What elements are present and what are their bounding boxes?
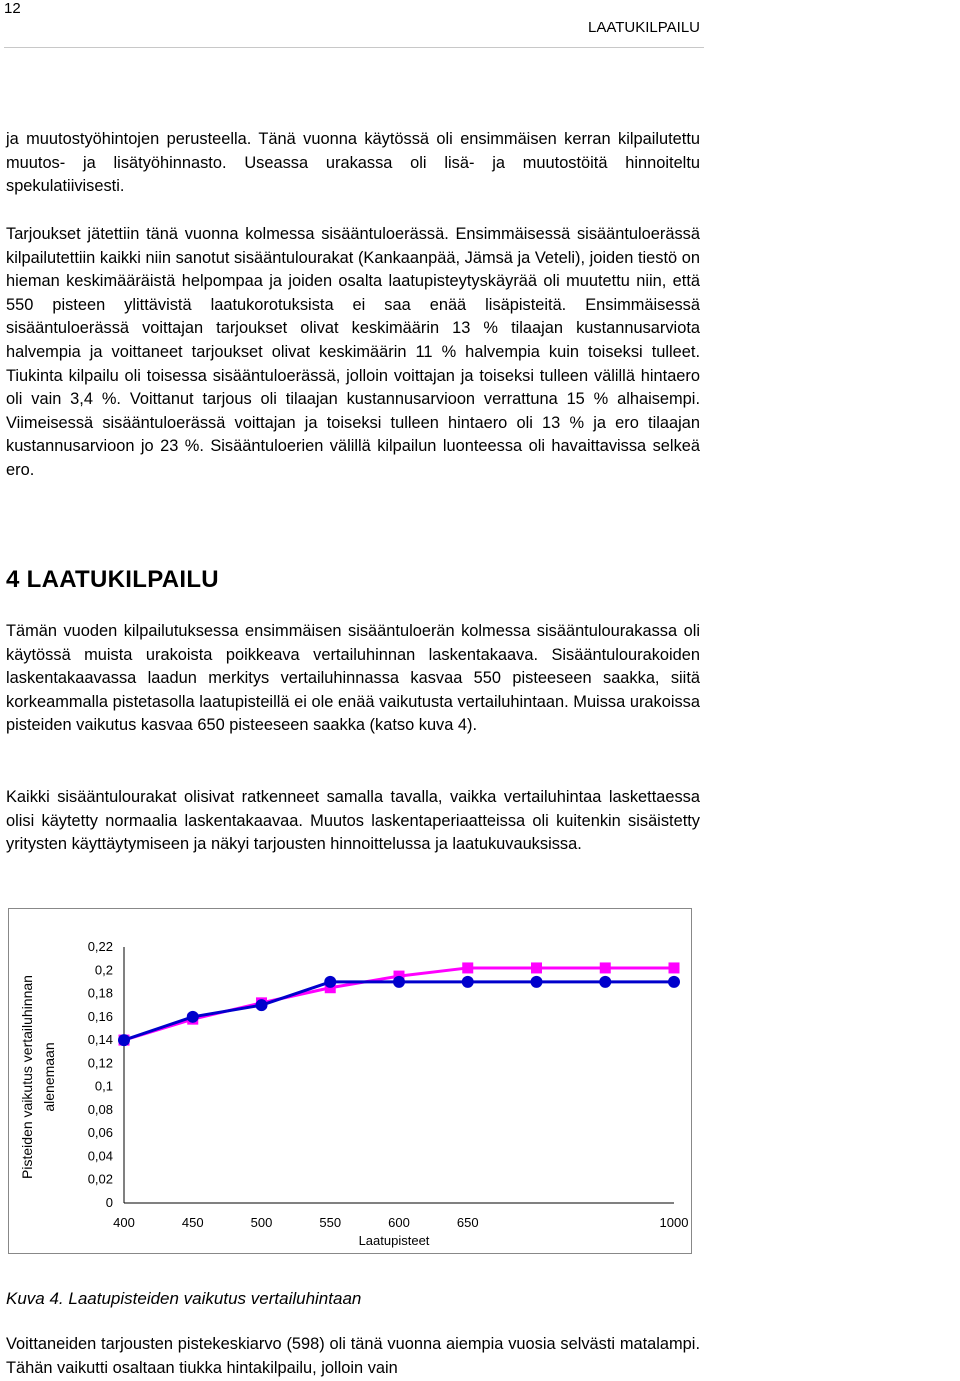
figure-frame: [8, 908, 692, 1254]
series-2-point: [256, 999, 268, 1011]
paragraph-2: Tarjoukset jätettiin tänä vuonna kolmessa sisääntuloerässä. Ensimmäisessä sisääntuloerässä kilpailutettiin kaikki niin sanotut sisääntulourakat (Kankaanpää, Jämsä ja Veteli), joiden tiestö on hieman keskimääräistä helpompaa ja joiden osalta laatupisteytyskäyrää oli muutettu niin, että 550 pisteen ylittävistä laatukorotuksista ei saa enää lisäpisteitä. Ensimmäisessä sisääntuloerässä voittajan tarjoukset olivat keskimäärin 13 % tilaajan kustannusarviota halvempia ja voittaneet tarjoukset olivat keskimäärin 11 % halvempia kuin toiseksi tulleet. Tiukinta kilpailu oli toisessa sisääntuloerässä, jolloin voittajan ja toiseksi tulleen välillä hintaero oli vain 3,4 %. Voittanut tarjous oli tilaajan kustannusarvioon verrattuna 15 % alhaisempi. Viimeisessä sisääntuloerässä voittajan ja toiseksi tulleen hintaero oli 13 % ja ero tilaajan kustannusarvioon jo 23 %. Sisääntuloerien välillä kilpailun luonteessa oli havaittavissa selkeä ero.: [6, 225, 700, 479]
y-tick-label: 0,06: [87, 1125, 113, 1141]
x-tick-label: 500: [250, 1215, 273, 1230]
x-tick-label: 1000: [659, 1215, 689, 1230]
series-2-point: [599, 976, 611, 988]
series-2-point: [118, 1034, 130, 1046]
y-tick-label: 0,22: [87, 939, 113, 954]
series-2-point: [462, 976, 474, 988]
x-axis-label: Laatupisteet: [358, 1233, 430, 1248]
x-tick-label: 400: [113, 1215, 135, 1230]
y-tick-label: 0,16: [87, 1008, 113, 1024]
series-1-point: [600, 962, 611, 973]
header-rule: [4, 47, 704, 48]
x-tick-label: 550: [319, 1215, 342, 1230]
y-tick-label: 0,14: [87, 1032, 113, 1048]
y-tick-label: 0,02: [87, 1171, 113, 1187]
y-tick-label: 0,1: [94, 1078, 113, 1094]
y-tick-label: 0,08: [87, 1101, 113, 1117]
y-tick-label: 0: [105, 1195, 113, 1210]
x-tick-label: 450: [181, 1215, 204, 1230]
x-tick-label: 650: [456, 1215, 479, 1230]
series-1-point: [531, 962, 542, 973]
series-2-point: [393, 976, 405, 988]
y-axis-label-line2: alenemaan: [41, 1042, 57, 1112]
paragraph-3: Tämän vuoden kilpailutuksessa ensimmäisen sisääntuloerän kolmessa sisääntulourakassa oli käytössä muista urakoista poikkeava vertailuhinnan laskentakaava. Sisääntulourakoiden laskentakaavassa laadun merkitys vertailuhinnassa kasvaa 550 pisteeseen saakka, siitä korkeammalla pistetasolla laatupisteillä ei ole enää vaikutusta vertailuhintaan. Muissa urakoissa pisteiden vaikutus kasvaa 650 pisteeseen saakka (katso kuva 4).: [6, 622, 700, 735]
y-tick-label: 0,04: [87, 1148, 113, 1164]
y-axis-label-line1: Pisteiden vaikutus vertailuhinnan: [19, 975, 35, 1179]
section-heading: 4 LAATUKILPAILU: [6, 566, 219, 593]
y-tick-label: 0,18: [87, 985, 113, 1001]
line-chart: [9, 909, 693, 1255]
series-2-point: [324, 976, 336, 988]
series-2-point: [668, 976, 680, 988]
series-2-point: [531, 976, 543, 988]
y-tick-label: 0,12: [87, 1055, 113, 1071]
y-tick-label: 0,2: [94, 962, 113, 978]
series-2-point: [187, 1011, 199, 1023]
paragraph-1: ja muutostyöhintojen perusteella. Tänä vuonna käytössä oli ensimmäisen kerran kilpailutettu muutos- ja lisätyöhinnasto. Useassa urakassa oli lisä- ja muutostöitä hinnoiteltu spekulatiivisesti.: [6, 130, 700, 196]
page-number: 12: [4, 0, 21, 17]
paragraph-5: Voittaneiden tarjousten pistekeskiarvo (598) oli tänä vuonna aiempia vuosia selvästi matalampi. Tähän vaikutti osaltaan tiukka hintakilpailu, jolloin vain: [6, 1335, 700, 1377]
x-tick-label: 600: [388, 1215, 410, 1230]
series-1-point: [669, 962, 680, 973]
running-header: LAATUKILPAILU: [588, 19, 700, 36]
series-1-point: [462, 962, 473, 973]
figure-caption: Kuva 4. Laatupisteiden vaikutus vertailuhintaan: [6, 1289, 362, 1308]
paragraph-4: Kaikki sisääntulourakat olisivat ratkenneet samalla tavalla, vaikka vertailuhintaa laskettaessa olisi käytetty normaalia laskentakaavaa. Muutos laskentaperiaatteissa oli kuitenkin sisäistetty yritysten käyttäytymiseen ja näkyi tarjousten hinnoittelussa ja laatukuvauksissa.: [6, 788, 700, 854]
series-line-2: [124, 982, 674, 1040]
